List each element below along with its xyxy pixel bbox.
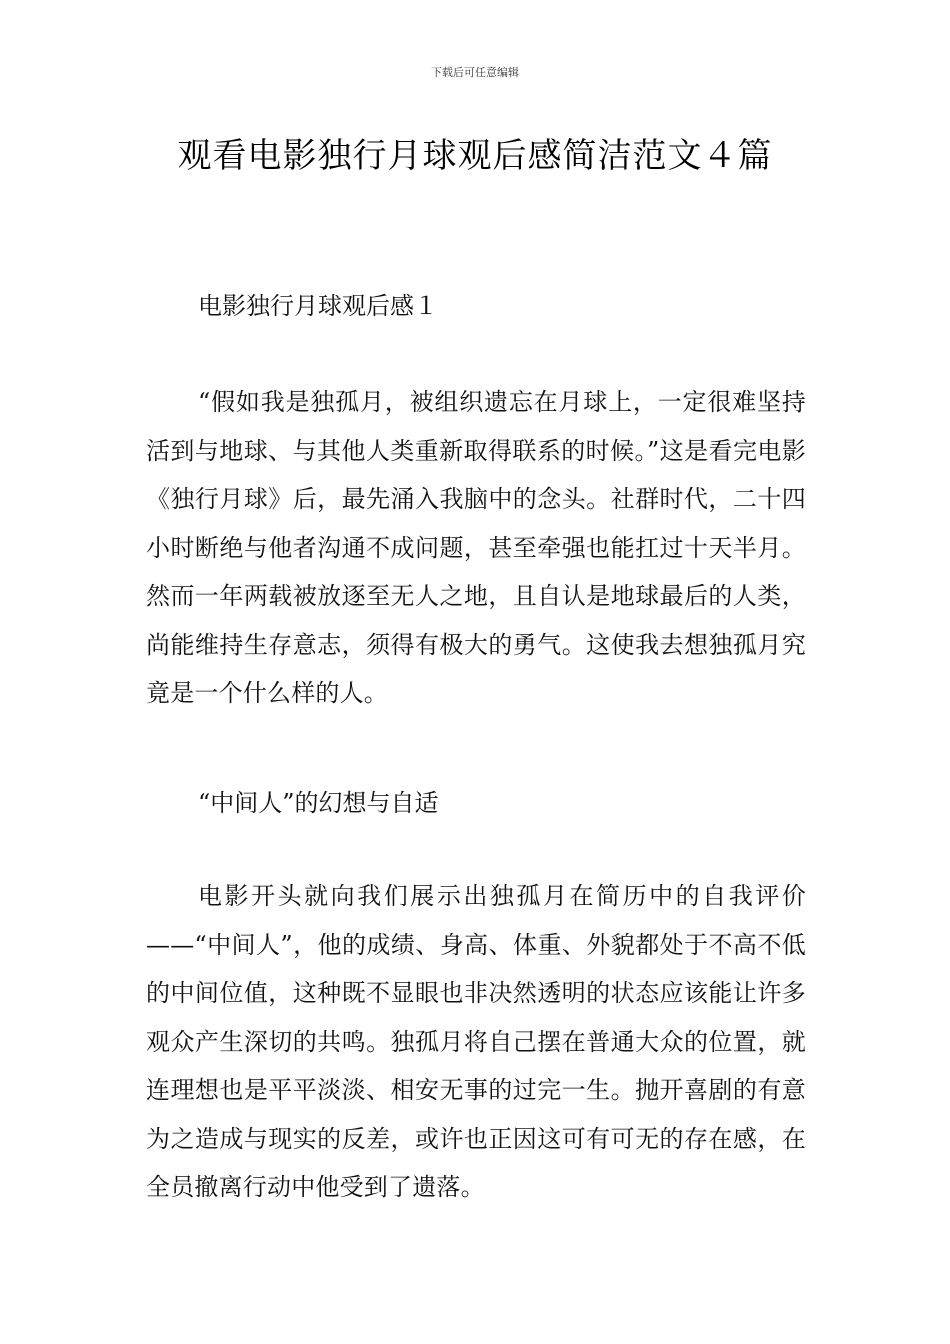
section-heading: 电影独行月球观后感１ (198, 292, 438, 320)
document-title: 观看电影独行月球观后感简洁范文４篇 (177, 136, 773, 176)
subheading: “中间人”的幻想与自适 (198, 789, 439, 817)
header-note: 下载后可任意编辑 (431, 66, 519, 79)
paragraph: “假如我是独孤月，被组织遗忘在月球上，一定很难坚持活到与地球、与其他人类重新取得联系的时候。”这是看完电影《独行月球》后，最先涌入我脑中的念头。社群时代，二十四小时断绝与他者沟通不成问题，甚至牵强也能扛过十天半月。然而一年两载被放逐至无人之地，且自认是地球最后的人类，尚能维持生存意志，须得有极大的勇气。这使我去想独孤月究竟是一个什么样的人。 (146, 388, 806, 707)
paragraph: 电影开头就向我们展示出独孤月在简历中的自我评价——“中间人”，他的成绩、身高、体重、外貌都处于不高不低的中间位值，这种既不显眼也非决然透明的状态应该能让许多观众产生深切的共鸣。独孤月将自己摆在普通大众的位置，就连理想也是平平淡淡、相安无事的过完一生。抛开喜剧的有意为之造成与现实的反差，或许也正因这可有可无的存在感，在全员撤离行动中他受到了遗落。 (146, 882, 806, 1201)
